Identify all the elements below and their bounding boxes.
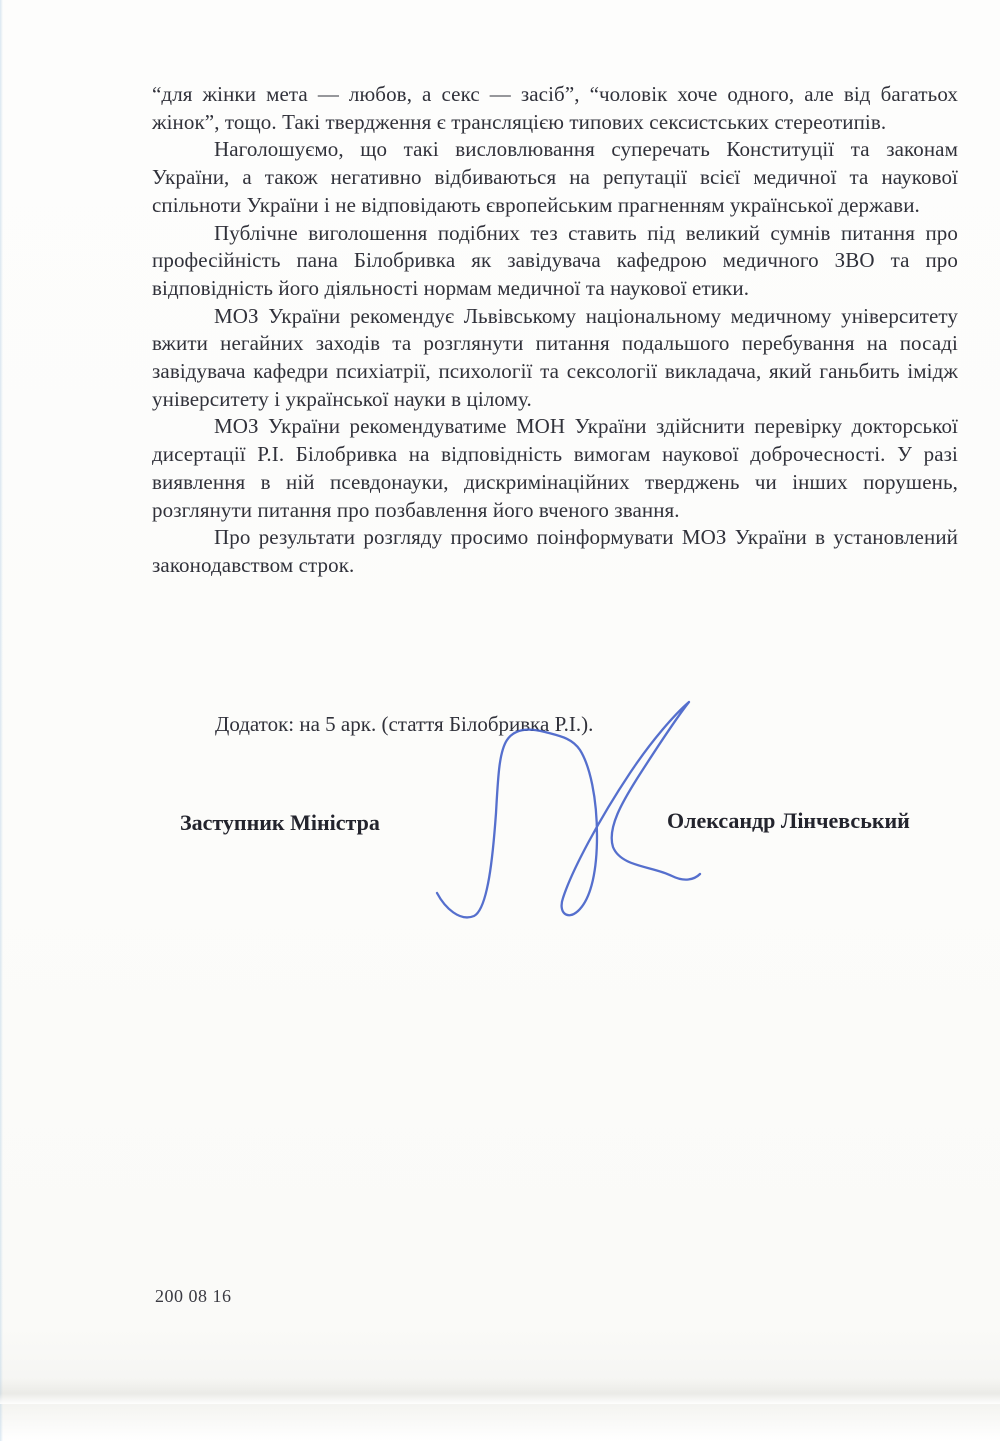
attachment-note: Додаток: на 5 арк. (стаття Білобривка Р.І.). bbox=[215, 712, 594, 736]
signature-block bbox=[0, 808, 1000, 838]
scan-edge-left bbox=[0, 0, 3, 1441]
body-paragraph: Про результати розгляду просимо поінформувати МОЗ України в установлений законодавством строк. bbox=[152, 525, 958, 577]
body-paragraph: Наголошуємо, що такі висловлювання суперечать Конституції та законам України, а також негативно відбиваються на репутації всієї медичної та наукової спільноти України і не відповідають європейським прагненням української держави. bbox=[152, 137, 958, 217]
footer-document-code: 200 08 16 bbox=[155, 1286, 232, 1306]
scan-edge-bottom bbox=[0, 1378, 1000, 1404]
body-paragraph: МОЗ України рекомендуватиме МОН України здійснити перевірку докторської дисертації Р.І. Білобривка на відповідність вимогам наукової доброчесності. У разі виявлення в ній псевдонауки, дискримінаційних тверджень чи інших порушень, розглянути питання про позбавлення його вченого звання. bbox=[152, 414, 958, 522]
signer-name: Олександр Лінчевський bbox=[667, 808, 910, 833]
body-paragraph: Публічне виголошення подібних тез ставить під великий сумнів питання про професійність пана Білобривка як завідувача кафедрою медичного ЗВО та про відповідність його діяльності нормам медичної та наукової етики. bbox=[152, 220, 958, 300]
letter-body bbox=[152, 81, 958, 580]
signer-position-title: Заступник Міністра bbox=[180, 810, 380, 835]
body-paragraph: МОЗ України рекомендує Львівському національному медичному університету вжити негайних заходів та розглянути питання подальшого перебування на посаді завідувача кафедри психіатрії, психології та сексології викладача, який ганьбить імідж університету і української науки в цілому. bbox=[152, 303, 958, 411]
body-paragraph: “для жінки мета — любов, а секс — засіб”, “чоловік хоче одного, але від багатьох жінок”, тощо. Такі твердження є трансляцією типових сексистських стереотипів. bbox=[152, 82, 958, 134]
